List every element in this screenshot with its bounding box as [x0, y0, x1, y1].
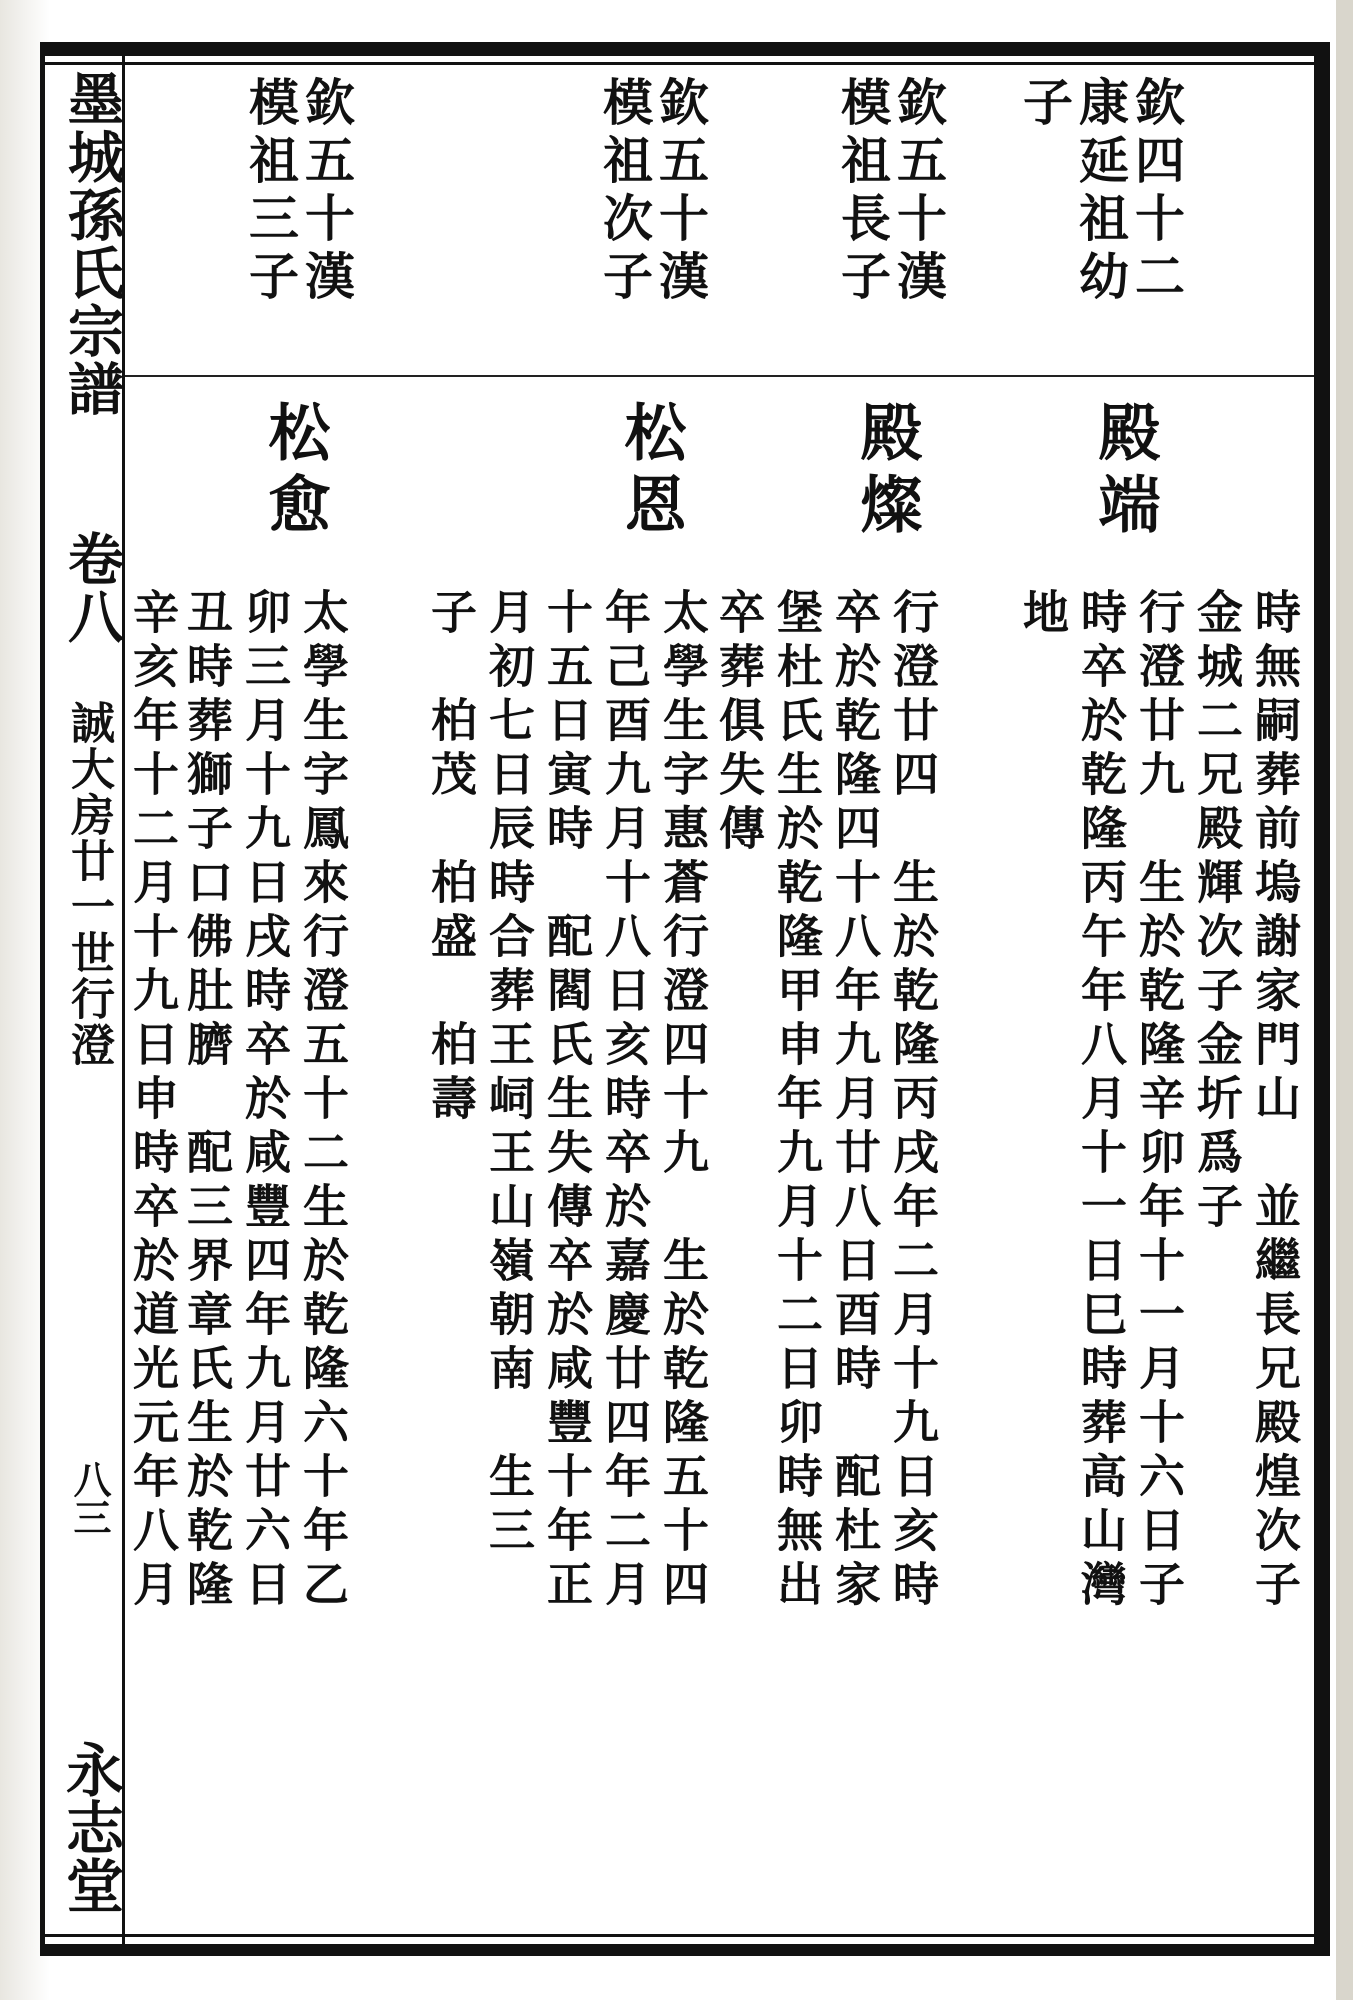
entry-4-body-line-2: 卯三月十九日戌時卒於咸豐四年九月廿六日: [238, 588, 292, 1614]
entry-3-title-line-2: 模祖次子: [595, 76, 654, 308]
volume-label: 卷八: [59, 530, 125, 646]
entry-1-body-line-2: 金城二兄殿輝次子金圻爲子: [1190, 588, 1244, 1236]
entry-4-body-line-4: 辛亥年十二月十九日申時卒於道光元年八月: [126, 588, 180, 1614]
entry-1-title-line-1: 欽四十二: [1127, 76, 1186, 308]
entry-3-body-line-4: 月初七日辰時合葬王㟃王山嶺朝南 生三: [482, 588, 536, 1560]
entry-4-body-line-3: 丑時葬獅子口佛肚臍 配三界章氏生於乾隆: [180, 588, 234, 1614]
entry-1-title-line-3: 子: [1015, 76, 1074, 134]
frame-bottom-inner-rule: [40, 1934, 1330, 1937]
entry-3-body-line-1: 太學生字惠蒼行澄四十九 生於乾隆五十四: [656, 588, 710, 1614]
entry-2-body-line-3: 堡杜氏生於乾隆甲申年九月十二日卯時無出: [770, 588, 824, 1614]
entry-4-body-line-1: 太學生字鳳來行澄五十二生於乾隆六十年乙: [296, 588, 350, 1614]
hall-name: 永志堂: [56, 1740, 124, 1914]
entry-1-body-line-5: 地: [1016, 588, 1070, 642]
frame-bottom-border: [40, 1944, 1330, 1956]
entry-4-title-line-2: 模祖三子: [241, 76, 300, 308]
frame-top-inner-rule: [40, 62, 1330, 65]
entry-3-name: 松恩: [614, 400, 687, 544]
folio-number: 八三: [67, 1460, 112, 1536]
entry-3-body-line-3: 十五日寅時 配閻氏生失傳卒於咸豐十年正: [540, 588, 594, 1614]
entry-2-name: 殿燦: [850, 400, 923, 544]
entry-2-title-line-2: 模祖長子: [833, 76, 892, 308]
entry-1-body-line-3: 行澄廿九 生於乾隆辛卯年十一月十六日子: [1132, 588, 1186, 1614]
register-divider: [125, 375, 1314, 377]
entry-2-body-line-2: 卒於乾隆四十八年九月廿八日酉時 配杜家: [828, 588, 882, 1614]
entry-2-body-line-1: 行澄廿四 生於乾隆丙戌年二月十九日亥時: [886, 588, 940, 1614]
entry-1-name: 殿端: [1088, 400, 1161, 544]
book-title: 墨城孫氏宗譜: [59, 70, 125, 418]
entry-3-body-line-5: 子 柏茂 柏盛 柏壽: [424, 588, 478, 1128]
entry-4-title-line-1: 欽五十漢: [297, 76, 356, 308]
entry-3-body-line-2: 年己酉九月十八日亥時卒於嘉慶廿四年二月: [598, 588, 652, 1614]
frame-top-border: [40, 42, 1330, 56]
entry-1-title-line-2: 康延祖幼: [1071, 76, 1130, 308]
frame-left-border: [40, 42, 45, 1956]
entry-4-name: 松愈: [258, 400, 331, 544]
entry-1-body-line-1: 時無嗣葬前塢謝家門山 並繼長兄殿煌次子: [1248, 588, 1302, 1614]
entry-1-body-line-4: 時卒於乾隆丙午年八月十一日巳時葬高山灣: [1074, 588, 1128, 1614]
entry-3-title-line-1: 欽五十漢: [651, 76, 710, 308]
entry-2-body-line-4: 卒葬俱失傳: [712, 588, 766, 858]
frame-right-border: [1314, 42, 1330, 1956]
page-edge: [1336, 0, 1353, 2000]
section-label: 誠大房廿一世行澄: [63, 700, 114, 1068]
entry-2-title-line-1: 欽五十漢: [889, 76, 948, 308]
